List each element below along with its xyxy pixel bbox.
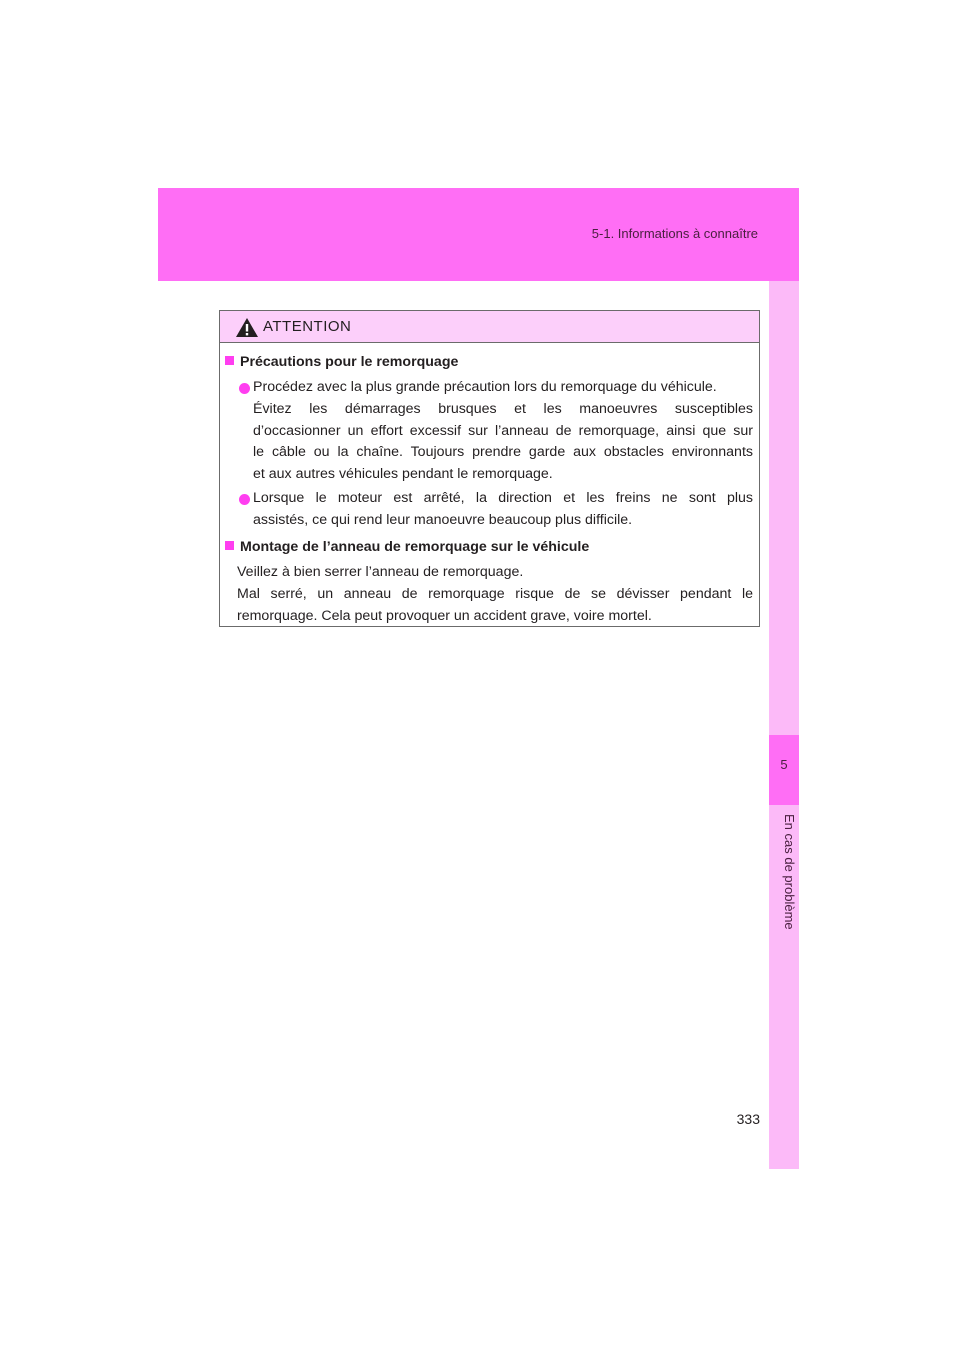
warning-header xyxy=(220,311,759,343)
round-bullet-icon xyxy=(239,494,250,505)
warning-box xyxy=(219,310,760,627)
header-band xyxy=(158,188,799,281)
chapter-tab xyxy=(769,735,799,805)
bullet-text: Procédez avec la plus grande précaution lors du remorquage du véhicule. Évitez les démarrages brusques et les manoeuvres susceptibles d’occasionner un effort excessif sur l’anneau de remorquage, ainsi que sur le câble ou la chaîne. Toujours prendre garde aux obstacles environnants et aux autres véhicules pendant le remorquage. xyxy=(253,379,753,483)
section-heading: Montage de l’anneau de remorquage sur le véhicule xyxy=(225,537,589,559)
square-bullet-icon xyxy=(225,541,234,550)
section-title: 5-1. Informations à connaître xyxy=(591,226,758,241)
page-number: 333 xyxy=(736,1111,760,1127)
round-bullet-icon xyxy=(239,383,250,394)
square-bullet-icon xyxy=(225,356,234,365)
side-strip xyxy=(769,281,799,1169)
chapter-number: 5 xyxy=(780,757,788,772)
chapter-label: En cas de problème xyxy=(782,814,797,930)
warning-triangle-icon xyxy=(235,317,259,338)
warning-title: ATTENTION xyxy=(263,318,352,335)
section-text: Veillez à bien serrer l’anneau de remorquage. Mal serré, un anneau de remorquage risque de se dévisser pendant le remorquage. Cela peut provoquer un accident grave, voire mortel. xyxy=(237,564,753,624)
section-heading: Précautions pour le remorquage xyxy=(225,352,458,374)
bullet-text: Lorsque le moteur est arrêté, la direction et les freins ne sont plus assistés, ce qui rend leur manoeuvre beaucoup plus difficile. xyxy=(253,490,753,528)
